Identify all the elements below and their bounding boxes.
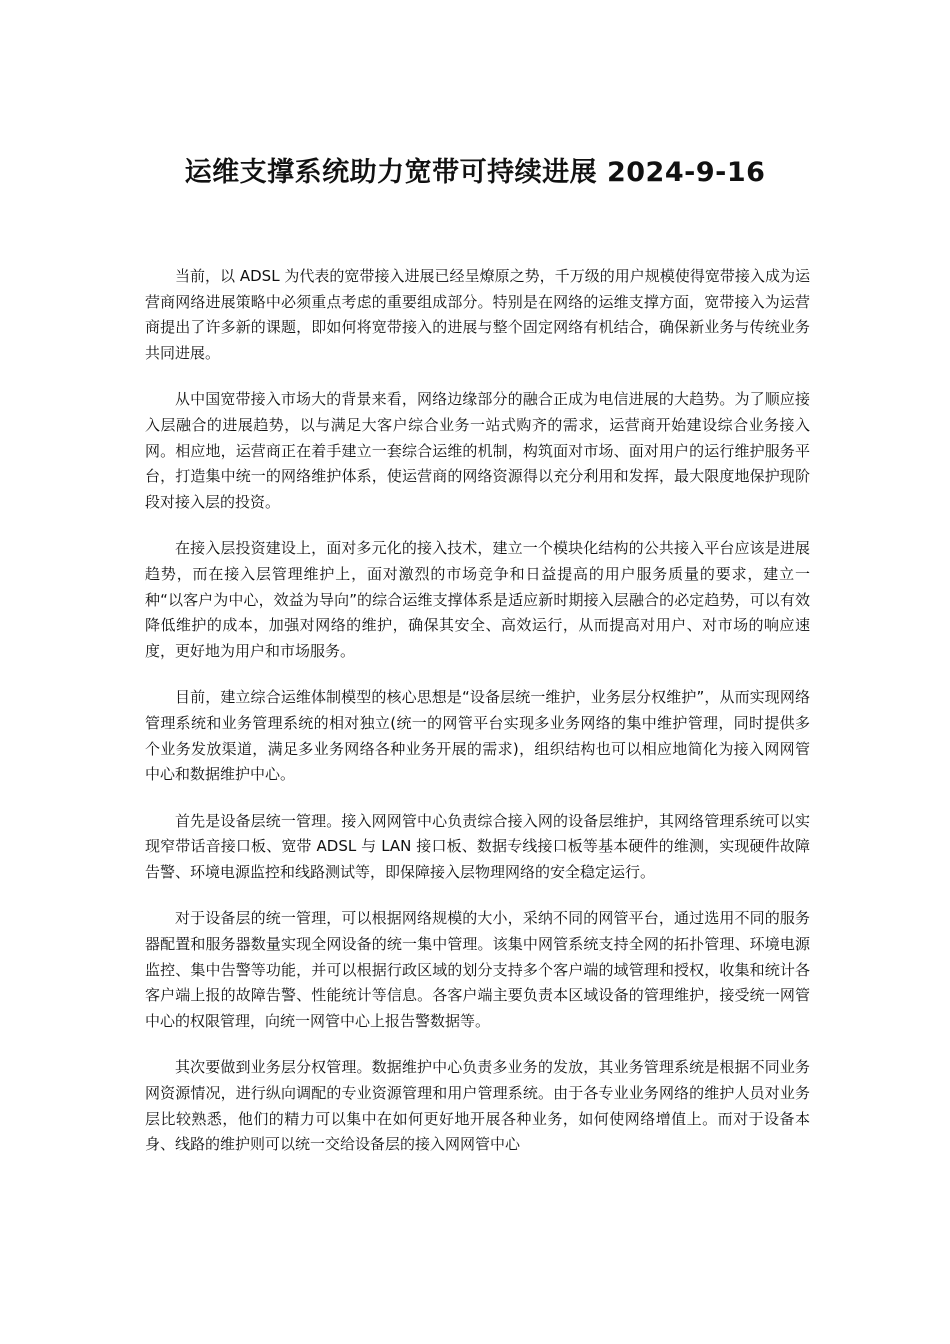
paragraph-3: 在接入层投资建设上，面对多元化的接入技术，建立一个模块化结构的公共接入平台应该是进展趋势，而在接入层管理维护上，面对激烈的市场竞争和日益提高的用户服务质量的要求，建立一种“以客户为中心，效益为导向”的综合运维支撑体系是适应新时期接入层融合的必定趋势，可以有效降低维护的成本，加强对网络的维护，确保其安全、高效运行，从而提高对用户、对市场的响应速度，更好地为用户和市场服务。	[145, 539, 810, 660]
paragraph-2: 从中国宽带接入市场大的背景来看，网络边缘部分的融合正成为电信进展的大趋势。为了顺应接入层融合的进展趋势，以与满足大客户综合业务一站式购齐的需求，运营商开始建设综合业务接入网。相应地，运营商正在着手建立一套综合运维的机制，构筑面对市场、面对用户的运行维护服务平台，打造集中统一的网络维护体系，使运营商的网络资源得以充分利用和发挥，最大限度地保护现阶段对接入层的投资。	[145, 390, 810, 511]
paragraph-7: 其次要做到业务层分权管理。数据维护中心负责多业务的发放，其业务管理系统是根据不同业务网资源情况，进行纵向调配的专业资源管理和用户管理系统。由于各专业业务网络的维护人员对业务层比较熟悉，他们的精力可以集中在如何更好地开展各种业务，如何使网络增值上。而对于设备本身、线路的维护则可以统一交给设备层的接入网网管中心	[145, 1058, 810, 1154]
paragraph-1: 当前，以 ADSL 为代表的宽带接入进展已经呈燎原之势，千万级的用户规模使得宽带接入成为运营商网络进展策略中必须重点考虑的重要组成部分。特别是在网络的运维支撑方面，宽带接入为运营商提出了许多新的课题，即如何将宽带接入的进展与整个固定网络有机结合，确保新业务与传统业务共同进展。	[145, 267, 810, 362]
paragraph-5: 首先是设备层统一管理。接入网网管中心负责综合接入网的设备层维护，其网络管理系统可以实现窄带话音接口板、宽带 ADSL 与 LAN 接口板、数据专线接口板等基本硬件的维测，实现硬件故障告警、环境电源监控和线路测试等，即保障接入层物理网络的安全稳定运行。	[145, 811, 810, 881]
paragraph-4: 目前，建立综合运维体制模型的核心思想是“设备层统一维护，业务层分权维护”，从而实现网络管理系统和业务管理系统的相对独立(统一的网管平台实现多业务网络的集中维护管理，同时提供多个业务发放渠道，满足多业务网络各种业务开展的需求)，组织结构也可以相应地简化为接入网网管中心和数据维护中心。	[145, 688, 810, 784]
page-title: 运维支撑系统助力宽带可持续进展 2024-9-16	[184, 157, 766, 188]
document-body	[145, 264, 810, 1179]
paragraph-6: 对于设备层的统一管理，可以根据网络规模的大小，采纳不同的网管平台，通过选用不同的服务器配置和服务器数量实现全网设备的统一集中管理。该集中网管系统支持全网的拓扑管理、环境电源监控、集中告警等功能，并可以根据行政区域的划分支持多个客户端的域管理和授权，收集和统计各客户端上报的故障告警、性能统计等信息。各客户端主要负责本区域设备的管理维护，接受统一网管中心的权限管理，向统一网管中心上报告警数据等。	[145, 909, 810, 1030]
